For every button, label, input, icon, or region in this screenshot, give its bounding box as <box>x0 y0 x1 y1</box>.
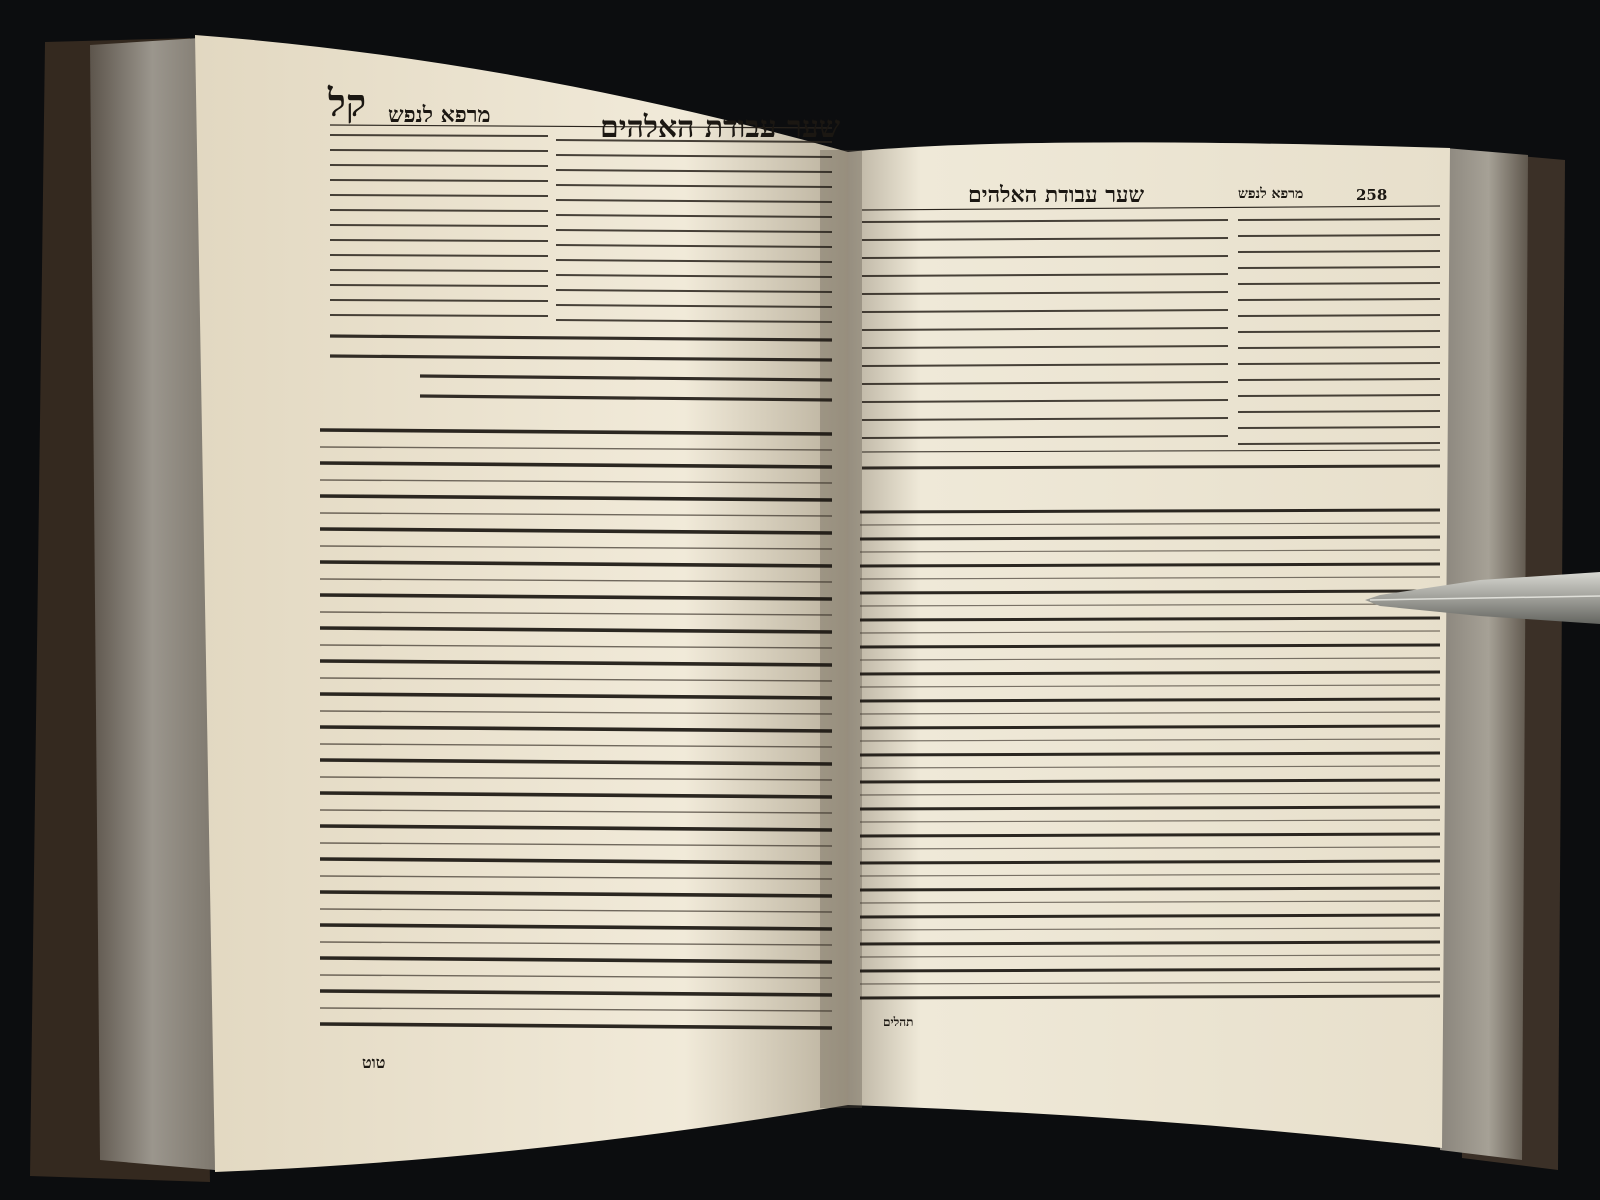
right-running-header: מרפא לנפש <box>1238 186 1304 202</box>
right-section-title: שער עבודת האלהים <box>968 182 1145 208</box>
right-page-number: 258 <box>1356 186 1388 204</box>
left-running-header: מרפא לנפש <box>388 102 491 128</box>
left-page-number: קל <box>328 80 367 125</box>
right-middle-line <box>862 466 1440 468</box>
left-catchword: טוט <box>362 1053 386 1072</box>
right-catchword: תהלים <box>883 1015 914 1029</box>
left-section-title: שער עבודת האלהים <box>600 110 841 145</box>
